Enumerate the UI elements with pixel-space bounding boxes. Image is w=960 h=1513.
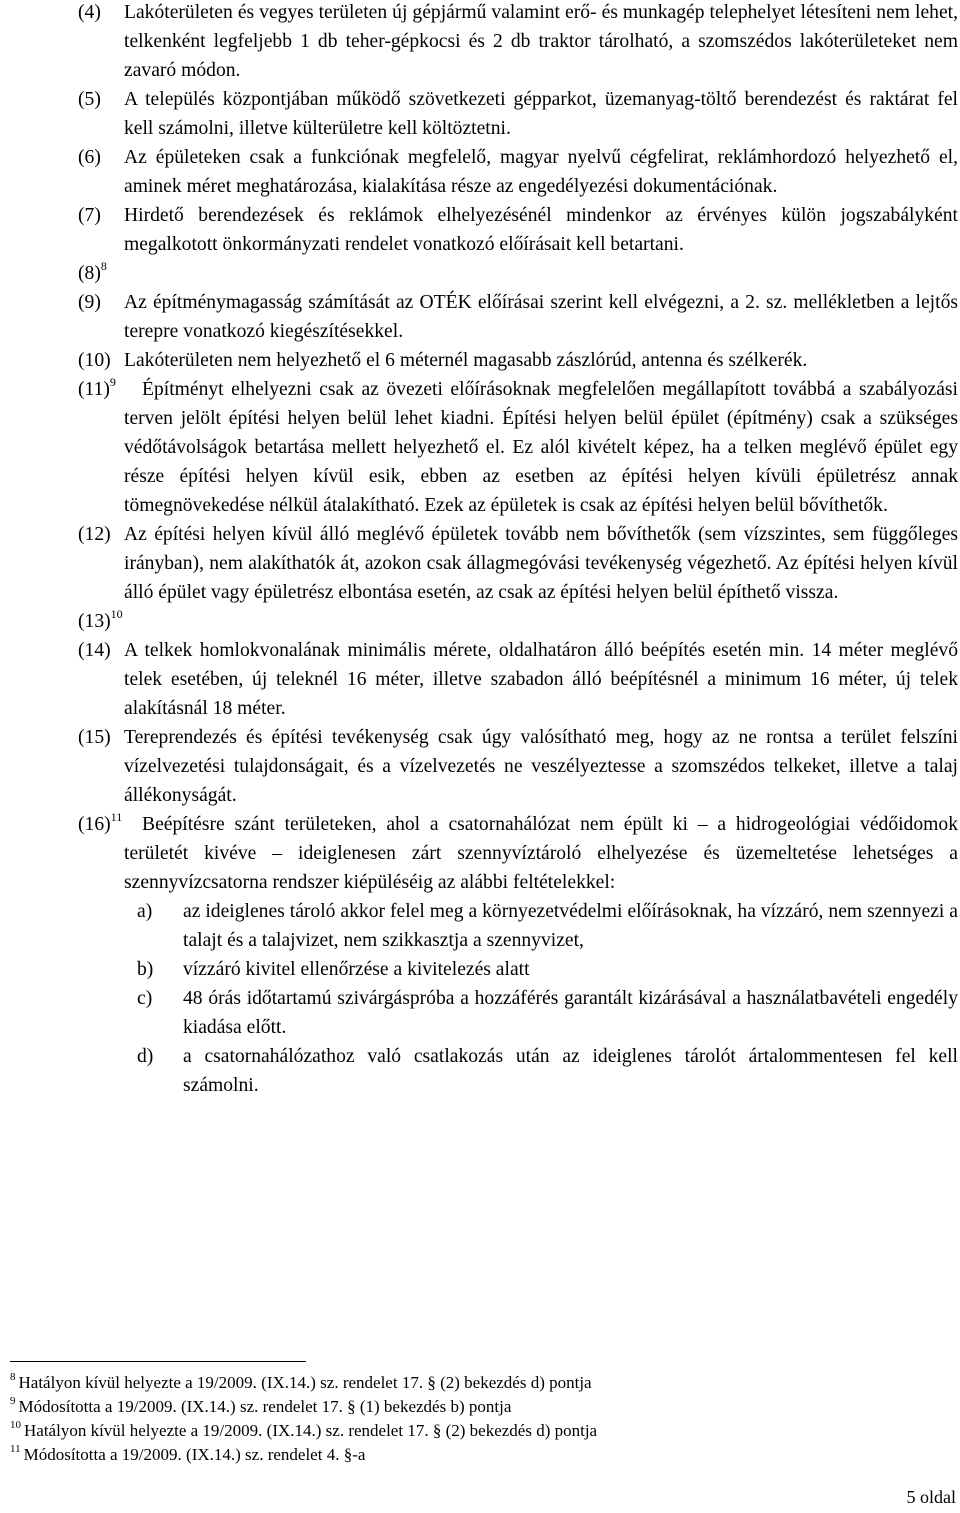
footnote-ref[interactable]: 11	[110, 810, 123, 824]
paragraph-8	[78, 259, 958, 288]
paragraph-text: A település központjában működő szövetkezeti gépparkot, üzemanyag-töltő berendezést és raktárat fel kell számolni, illetve külterületre kell költöztetni.	[124, 89, 958, 139]
paragraph-number: (5)	[78, 89, 101, 110]
paragraph-text: Tereprendezés és építési tevékenység csak úgy valósítható meg, hogy az ne rontsa a terület felszíni vízelvezetési tulajdonságait, és a vízelvezetés ne veszélyeztesse a szomszédos telkeket, illetve a talaj állékonyságát.	[124, 727, 958, 806]
paragraph-6	[78, 143, 958, 201]
paragraph-text: Az építési helyen kívül álló meglévő épületek tovább nem bővíthetők (sem vízszintes, sem függőleges irányban), nem alakíthatók át, azokon csak állagmegóvási tevékenység végezhető. Az építési helyen kívül álló épület vagy épületrész elbontása esetén, az csak az építési helyen belül építhető vissza.	[124, 524, 958, 603]
page-number: 5 oldal	[906, 1487, 956, 1507]
paragraph-text: Lakóterületen és vegyes területen új gépjármű valamint erő- és munkagép telephelyet létesíteni nem lehet, telkenként legfeljebb 1 db teher-gépkocsi és 2 db traktor tárolható, a szomszédos lakóterületeket nem zavaró módon.	[124, 2, 958, 81]
paragraph-15	[78, 723, 958, 810]
paragraph-number: (15)	[78, 727, 111, 748]
footnote-10	[10, 1419, 910, 1443]
footnote-number: 8	[10, 1371, 16, 1383]
subitem-a	[78, 897, 958, 955]
subitem-text: 48 órás időtartamú szivárgáspróba a hozzáférés garantált kizárásával a használatbavételi engedély kiadása előtt.	[183, 988, 958, 1038]
paragraph-number: (14)	[78, 640, 111, 661]
paragraph-12	[78, 520, 958, 607]
paragraph-4	[78, 0, 958, 85]
paragraph-number	[78, 259, 107, 288]
subitem-text: a csatornahálózathoz való csatlakozás után az ideiglenes tárolót ártalommentesen fel kell számolni.	[183, 1046, 958, 1096]
footnote-text: Módosította a 19/2009. (IX.14.) sz. rendelet 17. § (1) bekezdés b) pontja	[18, 1397, 512, 1416]
subitem-letter: d)	[137, 1046, 154, 1067]
subitem-text: az ideiglenes tároló akkor felel meg a környezetvédelmi előírásoknak, ha vízzáró, nem szennyezi a talajt és a talajvizet, nem szikkasztja a szennyvizet,	[183, 901, 958, 951]
subitem-b	[78, 955, 958, 984]
paragraph-10	[78, 346, 958, 375]
paragraph-text: Az épületeken csak a funkciónak megfelelő, magyar nyelvű cégfelirat, reklámhordozó helyezhető el, aminek méret meghatározása, kialakítása része az engedélyezési dokumentációnak.	[124, 147, 958, 197]
footnote-number: 11	[10, 1443, 21, 1455]
paragraph-number-label: (13)	[78, 611, 111, 632]
paragraph-number	[78, 810, 122, 839]
paragraph-text: Beépítésre szánt területeken, ahol a csatornahálózat nem épült ki – a hidrogeológiai védőidomok területét kivéve – ideiglenesen zárt szennyvíztároló elhelyezése és üzemeltetése lehetséges a szennyvízcsatorna rendszer kiépüléséig az alábbi feltételekkel:	[124, 814, 958, 893]
paragraph-list	[78, 0, 958, 1100]
footnote-number: 10	[10, 1419, 21, 1431]
subitem-d	[78, 1042, 958, 1100]
paragraph-7	[78, 201, 958, 259]
paragraph-9	[78, 288, 958, 346]
paragraph-11	[78, 375, 958, 520]
paragraph-13	[78, 607, 958, 636]
paragraph-text: Az építménymagasság számítását az OTÉK előírásai szerint kell elvégezni, a 2. sz. mellékletben a lejtős terepre vonatkozó kiegészítésekkel.	[124, 292, 958, 342]
footnote-text: Hatályon kívül helyezte a 19/2009. (IX.14.) sz. rendelet 17. § (2) bekezdés d) pontja	[24, 1421, 598, 1440]
paragraph-5	[78, 85, 958, 143]
paragraph-text: Építményt elhelyezni csak az övezeti előírásoknak megfelelően megállapított továbbá a szabályozási terven jelölt építési helyen belül lehet kiadni. Építési helyen belül épület (építmény) csak a szükséges védőtávolságok betartása mellett helyezhető el. Ez alól kivételt képez, ha a telken meglévő épület egy része építési helyen kívül esik, ebben az esetben az építési helyen kívüli épületrész annak tömegnövekedése nélkül átalakítható. Ezek az épületek is csak az építési helyen belül bővíthetők.	[124, 379, 958, 516]
paragraph-text: Hirdető berendezések és reklámok elhelyezésénél mindenkor az érvényes külön jogszabályként megalkotott önkormányzati rendelet vonatkozó előírásait kell betartani.	[124, 205, 958, 255]
footnotes	[10, 1371, 910, 1467]
paragraph-number: (9)	[78, 292, 101, 313]
paragraph-number-label: (11)	[78, 379, 110, 400]
paragraph-number	[78, 375, 116, 404]
subitem-letter: b)	[137, 959, 154, 980]
footnote-number: 9	[10, 1395, 16, 1407]
paragraph-16	[78, 810, 958, 897]
footnote-ref[interactable]: 8	[100, 259, 107, 273]
subitem-letter: a)	[137, 901, 153, 922]
paragraph-number: (6)	[78, 147, 101, 168]
paragraph-number: (7)	[78, 205, 101, 226]
paragraph-number: (12)	[78, 524, 111, 545]
footnote-text: Módosította a 19/2009. (IX.14.) sz. rendelet 4. §-a	[23, 1445, 366, 1464]
footnote-text: Hatályon kívül helyezte a 19/2009. (IX.14.) sz. rendelet 17. § (2) bekezdés d) pontja	[18, 1373, 592, 1392]
paragraph-text: Lakóterületen nem helyezhető el 6 méternél magasabb zászlórúd, antenna és szélkerék.	[124, 350, 808, 371]
footnote-9	[10, 1395, 910, 1419]
paragraph-text: A telkek homlokvonalának minimális mérete, oldalhatáron álló beépítés esetén min. 14 méter meglévő telek esetében, új teleknél 16 méter, illetve szabadon álló beépítésnél a minimum 16 méter, új telek alakításnál 18 méter.	[124, 640, 958, 719]
subitem-c	[78, 984, 958, 1042]
footnote-8	[10, 1371, 910, 1395]
subitem-letter: c)	[137, 988, 153, 1009]
paragraph-number: (4)	[78, 2, 101, 23]
footnote-ref[interactable]: 9	[109, 375, 116, 389]
footnote-separator	[10, 1361, 306, 1362]
paragraph-number: (10)	[78, 350, 111, 371]
subitem-text: vízzáró kivitel ellenőrzése a kivitelezés alatt	[183, 959, 530, 980]
footnote-ref[interactable]: 10	[110, 607, 123, 621]
paragraph-14	[78, 636, 958, 723]
paragraph-number-label: (8)	[78, 263, 101, 284]
footnote-11	[10, 1443, 910, 1467]
paragraph-number-label: (16)	[78, 814, 111, 835]
paragraph-number	[78, 607, 123, 636]
